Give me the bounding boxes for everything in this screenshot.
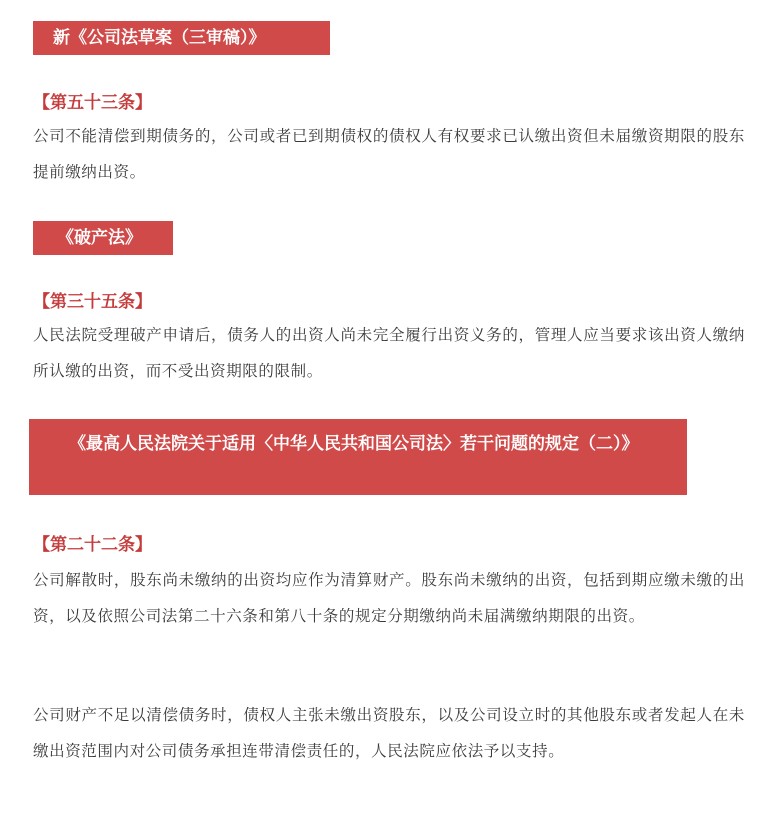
section-banner-bankruptcy-law: 《破产法》	[33, 221, 173, 255]
section-banner-supreme-court-provisions: 《最高人民法院关于适用〈中华人民共和国公司法〉若干问题的规定（二）》	[29, 419, 687, 495]
article-paragraph: 人民法院受理破产申请后，债务人的出资人尚未完全履行出资义务的，管理人应当要求该出资人缴纳所认缴的出资，而不受出资期限的限制。	[33, 326, 745, 380]
article-paragraph: 公司财产不足以清偿债务时，债权人主张未缴出资股东，以及公司设立时的其他股东或者发起人在未缴出资范围内对公司债务承担连带清偿责任的，人民法院应依法予以支持。	[33, 706, 745, 760]
article-paragraph: 公司不能清偿到期债务的，公司或者已到期债权的债权人有权要求已认缴出资但未届缴资期限的股东提前缴纳出资。	[33, 127, 745, 181]
article-heading-22: 【第二十二条】	[33, 535, 152, 555]
article-heading-35: 【第三十五条】	[33, 292, 152, 312]
article-heading-53: 【第五十三条】	[33, 93, 152, 113]
section-banner-company-law-draft: 新《公司法草案（三审稿）》	[33, 21, 330, 55]
article-paragraph: 公司解散时，股东尚未缴纳的出资均应作为清算财产。股东尚未缴纳的出资，包括到期应缴未缴的出资，以及依照公司法第二十六条和第八十条的规定分期缴纳尚未届满缴纳期限的出资。	[33, 571, 745, 625]
